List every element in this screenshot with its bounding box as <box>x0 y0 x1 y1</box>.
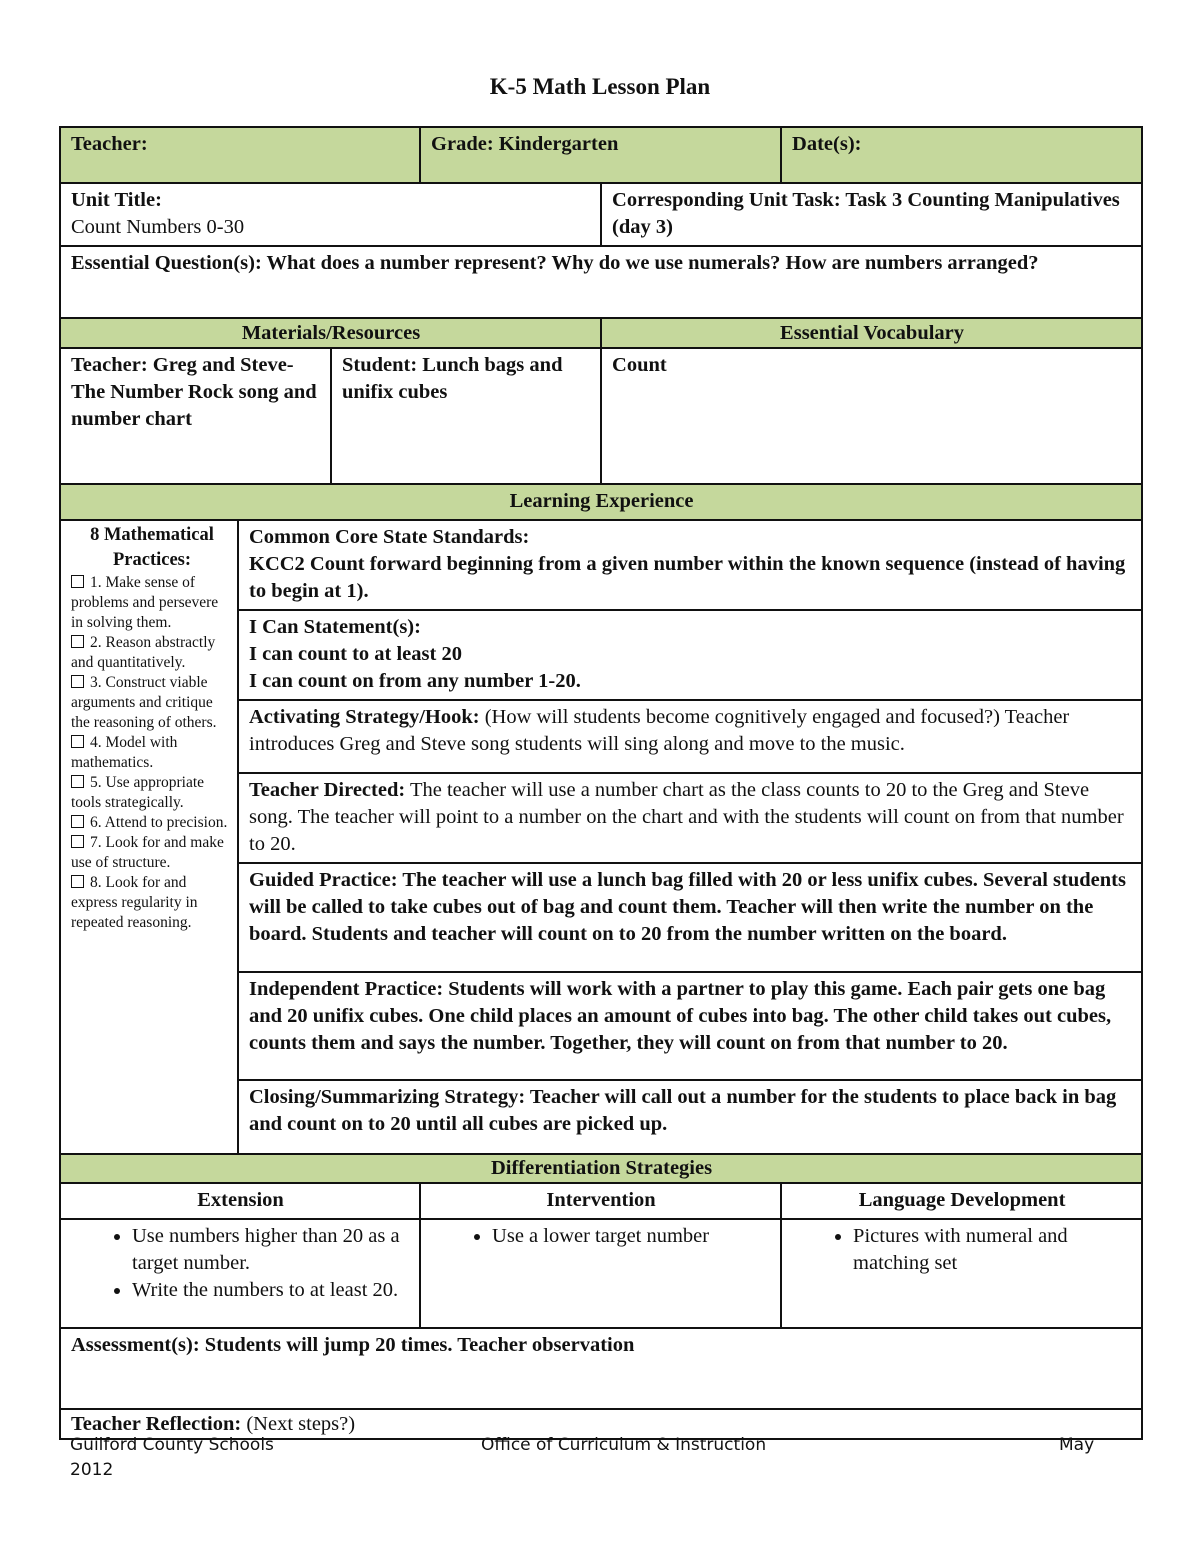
unit-title-value: Count Numbers 0-30 <box>71 216 245 238</box>
practice-item: 3. Construct viable arguments and critique the reasoning of others. <box>71 674 217 731</box>
practice-item: 1. Make sense of problems and persevere in solving them. <box>71 574 219 631</box>
teacher-directed-label: Teacher Directed: <box>249 779 406 801</box>
student-materials: Student: Lunch bags and unifix cubes <box>331 348 601 484</box>
differentiation-heading: Differentiation Strategies <box>60 1154 1142 1183</box>
vocabulary-words: Count <box>601 348 1142 484</box>
unit-title-label: Unit Title: <box>71 189 162 211</box>
checkbox-icon <box>71 735 84 748</box>
vocabulary-heading: Essential Vocabulary <box>601 318 1142 348</box>
assessment: Assessment(s): Students will jump 20 times. Teacher observation <box>60 1328 1142 1409</box>
teacher-field: Teacher: <box>60 127 420 183</box>
language-item: • Pictures with numeral and matching set <box>853 1223 1132 1277</box>
footer-year: 2012 <box>70 1460 114 1480</box>
page-title: K-5 Math Lesson Plan <box>489 74 711 99</box>
i-can-item: I can count to at least 20 <box>249 643 462 665</box>
footer-left: Guilford County Schools <box>70 1435 274 1455</box>
teacher-directed-cell <box>238 773 1142 863</box>
practice-item: 8. Look for and express regularity in repeated reasoning. <box>71 874 198 931</box>
teacher-materials: Teacher: Greg and Steve- The Number Rock song and number chart <box>60 348 331 484</box>
checkbox-icon <box>71 575 84 588</box>
guided-practice: Guided Practice: The teacher will use a lunch bag filled with 20 or less unifix cubes. Several students will be called to take cubes out of bag and count them. Teacher will then write the number on the board. Students and teacher will count on to 20 from the number written on the board. <box>238 863 1142 972</box>
language-heading: Language Development <box>781 1183 1142 1219</box>
footer-center: Office of Curriculum & Instruction <box>481 1435 767 1455</box>
unit-title-cell <box>60 183 601 246</box>
practice-item: 7. Look for and make use of structure. <box>71 834 224 871</box>
dates-field: Date(s): <box>781 127 1142 183</box>
essential-questions: Essential Question(s): What does a number represent? Why do we use numerals? How are numbers arranged? <box>60 246 1142 318</box>
hook-text: (How will students become cognitively engaged and focused?) Teacher introduces Greg and Steve song students will sing along and move to the music. <box>249 706 1070 755</box>
practice-item: 2. Reason abstractly and quantitatively. <box>71 634 216 671</box>
practice-item: 5. Use appropriate tools strategically. <box>71 774 205 811</box>
language-cell <box>781 1219 1142 1328</box>
reflection-text: (Next steps?) <box>246 1413 356 1435</box>
practice-item: 6. Attend to precision. <box>71 813 233 833</box>
grade-field: Grade: Kindergarten <box>420 127 781 183</box>
intervention-heading: Intervention <box>420 1183 781 1219</box>
reflection-label: Teacher Reflection: <box>71 1413 242 1435</box>
closing-strategy: Closing/Summarizing Strategy: Teacher will call out a number for the students to place back in bag and count on to 20 until all cubes are picked up. <box>238 1080 1142 1154</box>
mathematical-practices <box>60 520 238 1154</box>
extension-cell <box>60 1219 420 1328</box>
checkbox-icon <box>71 835 84 848</box>
checkbox-icon <box>71 815 84 828</box>
intervention-cell <box>420 1219 781 1328</box>
i-can-label: I Can Statement(s): <box>249 616 421 638</box>
practices-heading: 8 Mathematical Practices: <box>90 525 214 570</box>
extension-item: • Use numbers higher than 20 as a target number. <box>132 1223 410 1277</box>
learning-experience-heading: Learning Experience <box>60 484 1142 520</box>
intervention-item: • Use a lower target number <box>492 1223 771 1250</box>
standards-text: KCC2 Count forward beginning from a given number within the known sequence (instead of having to begin at 1). <box>249 553 1126 602</box>
teacher-directed-text: The teacher will use a number chart as the class counts to 20 to the Greg and Steve song. The teacher will point to a number on the chart and with the students will count on from that number to 20. <box>249 779 1124 855</box>
unit-task-cell: Corresponding Unit Task: Task 3 Counting Manipulatives (day 3) <box>601 183 1142 246</box>
i-can-item: I can count on from any number 1-20. <box>249 670 581 692</box>
materials-heading: Materials/Resources <box>60 318 601 348</box>
lesson-plan-table <box>59 126 1141 1440</box>
standards-cell <box>238 520 1142 610</box>
hook-label: Activating Strategy/Hook: <box>249 706 480 728</box>
independent-practice: Independent Practice: Students will work with a partner to play this game. Each pair gets one bag and 20 unifix cubes. One child places an amount of cubes into bag. The other child takes out cubes, counts them and says the number. Together, they will count on from that number to 20. <box>238 972 1142 1080</box>
standards-label: Common Core State Standards: <box>249 526 530 548</box>
footer-right: May <box>1059 1435 1095 1455</box>
practice-item: 4. Model with mathematics. <box>71 734 178 771</box>
checkbox-icon <box>71 635 84 648</box>
extension-heading: Extension <box>60 1183 420 1219</box>
checkbox-icon <box>71 675 84 688</box>
extension-item: • Write the numbers to at least 20. <box>132 1277 410 1304</box>
hook-cell <box>238 700 1142 773</box>
i-can-cell <box>238 610 1142 700</box>
checkbox-icon <box>71 775 84 788</box>
checkbox-icon <box>71 875 84 888</box>
